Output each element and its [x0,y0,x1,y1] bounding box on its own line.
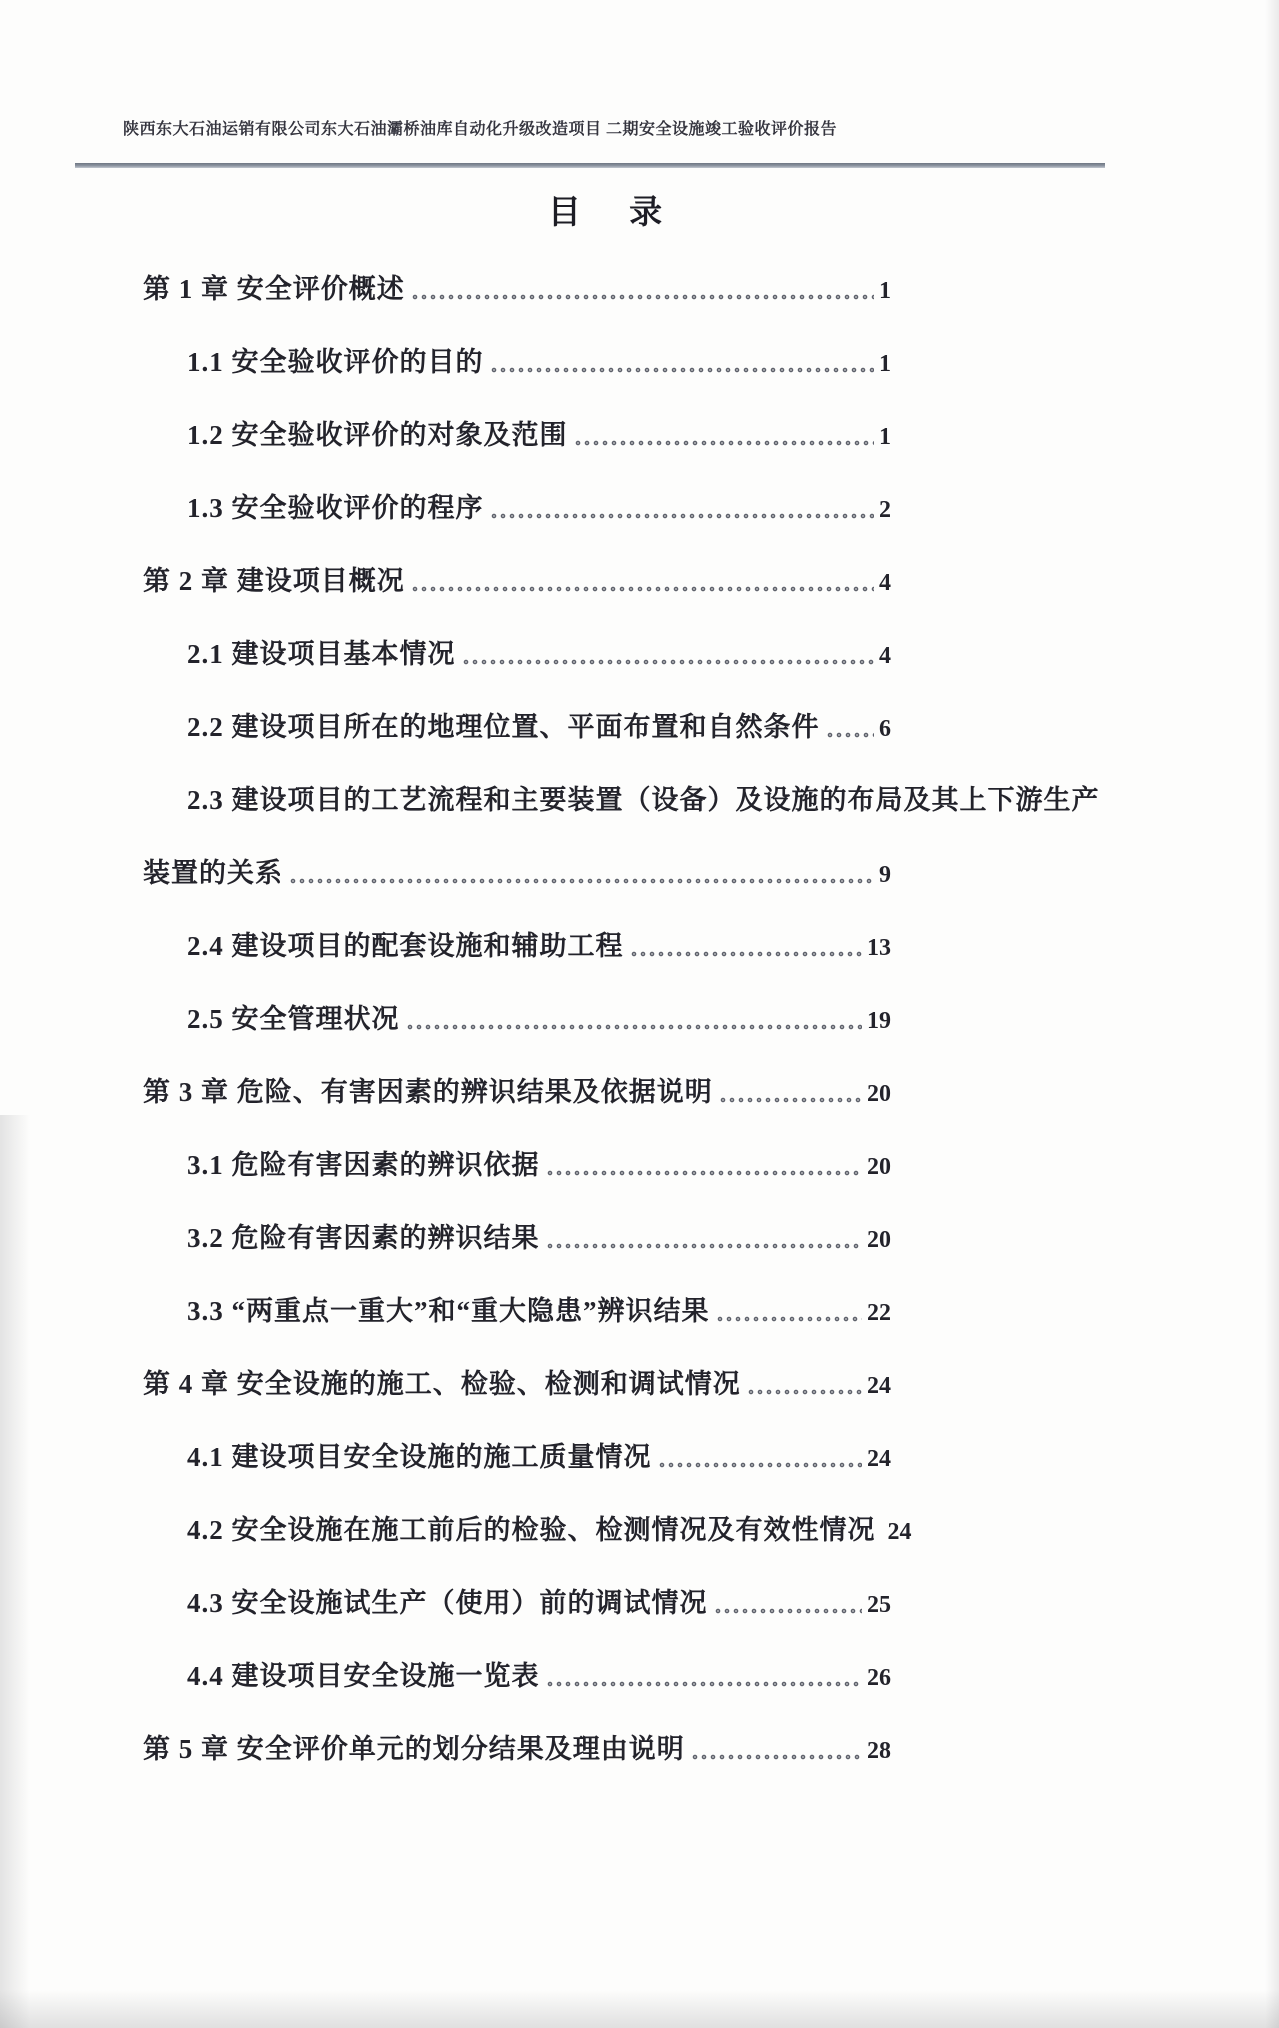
toc-entry-label: 2.1 建设项目基本情况 [187,639,456,669]
toc-list [143,274,1100,1807]
toc-entry [143,1150,891,1180]
toc-entry-label: 第 5 章 安全评价单元的划分结果及理由说明 [143,1734,685,1764]
toc-dotted-leader [547,1681,863,1688]
toc-entry-label: 第 2 章 建设项目概况 [143,566,405,596]
toc-dotted-leader [720,1097,862,1104]
header-divider-line [75,163,1105,168]
toc-entry-page-number: 24 [867,1446,891,1472]
toc-entry [143,1004,891,1034]
toc-entry-label: 4.1 建设项目安全设施的施工质量情况 [187,1442,652,1472]
toc-entry [143,931,891,961]
toc-entry [143,1734,891,1764]
toc-entry-label: 1.1 安全验收评价的目的 [187,347,484,377]
toc-entry-page-number: 6 [879,716,891,742]
toc-entry-page-number: 28 [867,1738,891,1764]
toc-dotted-leader [463,659,875,666]
toc-entry-label: 2.3 建设项目的工艺流程和主要装置（设备）及设施的布局及其上下游生产 [187,785,1100,815]
toc-entry-label: 4.2 安全设施在施工前后的检验、检测情况及有效性情况 [187,1515,876,1545]
toc-entry-label: 2.4 建设项目的配套设施和辅助工程 [187,931,624,961]
toc-entry-page-number: 24 [887,1519,912,1545]
toc-dotted-leader [412,294,874,301]
toc-entry [143,1077,891,1107]
toc-entry-label: 第 3 章 危险、有害因素的辨识结果及依据说明 [143,1077,713,1107]
toc-dotted-leader [748,1389,862,1396]
toc-entry [143,639,891,669]
toc-entry [143,274,891,304]
toc-entry-label: 2.5 安全管理状况 [187,1004,400,1034]
toc-entry-label: 4.4 建设项目安全设施一览表 [187,1661,540,1691]
toc-entry-page-number: 1 [879,351,891,377]
toc-entry [143,1515,912,1545]
toc-dotted-leader [715,1608,863,1615]
toc-entry-label: 第 1 章 安全评价概述 [143,274,405,304]
toc-entry [143,712,891,742]
toc-dotted-leader [547,1170,863,1177]
scan-edge-shadow-right [1265,0,1279,2028]
toc-entry-label: 3.3 “两重点一重大”和“重大隐患”辨识结果 [187,1296,710,1326]
scan-edge-shadow-left [0,1115,30,2028]
toc-dotted-leader [290,878,874,885]
toc-entry-page-number: 20 [867,1227,891,1253]
toc-dotted-leader [547,1243,863,1250]
toc-entry [143,347,891,377]
toc-entry [143,1369,891,1399]
toc-entry-page-number: 26 [867,1665,891,1691]
toc-entry [143,1661,891,1691]
toc-dotted-leader [412,586,874,593]
toc-entry-label: 3.2 危险有害因素的辨识结果 [187,1223,540,1253]
table-of-contents-title: 目 录 [547,195,683,231]
toc-entry-page-number: 19 [867,1008,891,1034]
toc-entry-label: 2.2 建设项目所在的地理位置、平面布置和自然条件 [187,712,820,742]
toc-dotted-leader [659,1462,863,1469]
toc-entry-page-number: 24 [867,1373,891,1399]
toc-entry-page-number: 20 [867,1081,891,1107]
toc-dotted-leader [491,513,875,520]
toc-entry [143,858,891,888]
toc-entry-label: 1.3 安全验收评价的程序 [187,493,484,523]
toc-entry-page-number: 20 [867,1154,891,1180]
toc-entry-page-number: 4 [879,570,891,596]
toc-entry-label: 3.1 危险有害因素的辨识依据 [187,1150,540,1180]
toc-entry [143,1442,891,1472]
toc-entry-label: 装置的关系 [143,858,283,888]
toc-entry-label: 第 4 章 安全设施的施工、检验、检测和调试情况 [143,1369,741,1399]
toc-entry [143,420,891,450]
toc-dotted-leader [631,951,863,958]
toc-entry-page-number: 22 [867,1300,891,1326]
toc-entry [143,1588,891,1618]
toc-entry-page-number: 2 [879,497,891,523]
toc-entry [143,566,891,596]
report-header-text: 陕西东大石油运销有限公司东大石油灞桥油库自动化升级改造项目 二期安全设施竣工验收评价报告 [122,121,837,138]
toc-dotted-leader [491,367,875,374]
toc-entry-page-number: 1 [879,424,891,450]
toc-entry [143,493,891,523]
toc-dotted-leader [692,1754,862,1761]
toc-dotted-leader [575,440,875,447]
toc-entry-label: 1.2 安全验收评价的对象及范围 [187,420,568,450]
toc-entry-page-number: 4 [879,643,891,669]
toc-entry [143,1223,891,1253]
toc-entry-page-number: 9 [879,862,891,888]
toc-entry-label: 4.3 安全设施试生产（使用）前的调试情况 [187,1588,708,1618]
toc-entry-page-number: 25 [867,1592,891,1618]
toc-dotted-leader [717,1316,863,1323]
toc-dotted-leader [827,732,875,739]
toc-entry-page-number: 13 [867,935,891,961]
toc-entry [143,1296,891,1326]
scan-edge-shadow-bottom [0,1990,1279,2028]
toc-entry-page-number: 1 [879,278,891,304]
toc-entry [143,785,1100,815]
toc-dotted-leader [407,1024,863,1031]
